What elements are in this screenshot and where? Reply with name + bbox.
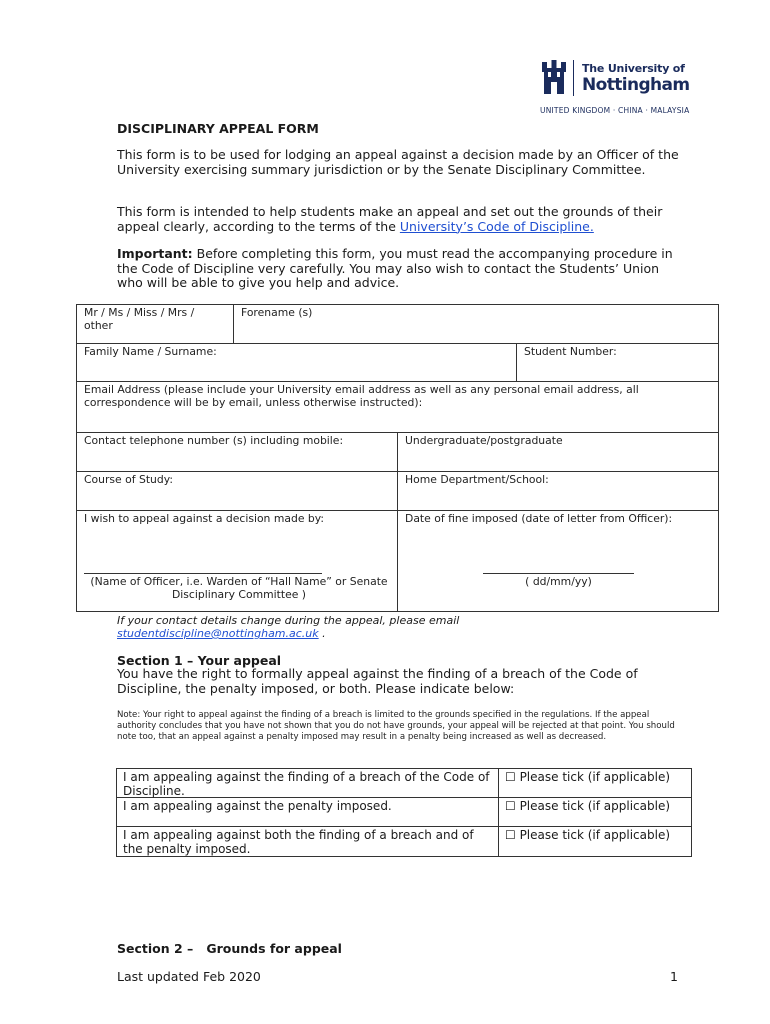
phone-field-label: Contact telephone number (s) including mobile:	[84, 434, 344, 447]
appeal-option-checkbox[interactable]: ☐ Please tick (if applicable)	[505, 770, 671, 784]
footer-page-number: 1	[670, 969, 678, 984]
section-2-heading: Section 2 – Grounds for appeal	[117, 941, 342, 956]
forename-field-label: Forename (s)	[241, 306, 313, 319]
fine-date-field-label: Date of fine imposed (date of letter from Officer):	[405, 512, 673, 525]
officer-signature-line[interactable]	[84, 573, 322, 574]
contact-change-text: If your contact details change during the appeal, please email	[117, 614, 460, 627]
intro-paragraph-2-text: This form is intended to help students make an appeal and set out the grounds of their appeal clearly, according to the terms of the	[117, 204, 663, 234]
department-field-label: Home Department/School:	[405, 473, 549, 486]
intro-paragraph-1: This form is to be used for lodging an appeal against a decision made by an Officer of the University exercising summary jurisdiction or by the Senate Disciplinary Committee.	[117, 147, 679, 177]
officer-caption: (Name of Officer, i.e. Warden of “Hall Name” or Senate Disciplinary Committee )	[90, 575, 388, 601]
appeal-option-text: I am appealing against the penalty imposed.	[123, 799, 392, 813]
course-field-label: Course of Study:	[84, 473, 173, 486]
section-1-note: Note: Your right to appeal against the finding of a breach is limited to the grounds specified in the regulations. If the appeal authority concludes that you have not shown that you do not have grounds, your appeal will be rejected at that point. You should note too, that an appeal against a penalty imposed may result in a penalty being increased as well as decreased.	[117, 710, 675, 742]
student-number-field-label: Student Number:	[524, 345, 617, 358]
appeal-option-text: I am appealing against both the finding of a breach and of the penalty imposed.	[123, 828, 474, 856]
date-caption: ( dd/mm/yy)	[525, 575, 592, 588]
footer-last-updated: Last updated Feb 2020	[117, 969, 261, 984]
form-title: DISCIPLINARY APPEAL FORM	[117, 121, 319, 136]
important-text: Before completing this form, you must read the accompanying procedure in the Code of Discipline very carefully. You may also wish to contact the Students’ Union who will be able to give you help and advice.	[117, 246, 673, 290]
intro-paragraph-3	[117, 247, 687, 291]
logo-line1: The University of	[582, 62, 685, 75]
level-field-label: Undergraduate/postgraduate	[405, 434, 563, 447]
crest-icon	[540, 58, 568, 98]
discipline-email-link[interactable]: studentdiscipline@nottingham.ac.uk	[117, 627, 319, 640]
logo-tagline: UNITED KINGDOM · CHINA · MALAYSIA	[540, 106, 690, 115]
intro-paragraph-2	[117, 205, 687, 234]
family-name-field-label: Family Name / Surname:	[84, 345, 217, 358]
university-logo	[536, 56, 690, 118]
date-signature-line[interactable]	[483, 573, 634, 574]
contact-change-note	[117, 614, 677, 640]
title-field-label: Mr / Ms / Miss / Mrs / other	[84, 306, 195, 332]
section-1-intro: You have the right to formally appeal against the finding of a breach of the Code of Discipline, the penalty imposed, or both. Please indicate below:	[117, 666, 638, 696]
important-label: Important:	[117, 246, 193, 261]
section-1-heading: Section 1 – Your appeal	[117, 653, 282, 668]
code-of-discipline-link[interactable]: University’s Code of Discipline.	[399, 218, 594, 234]
contact-change-suffix: .	[318, 627, 326, 640]
logo-divider	[573, 60, 574, 96]
appeal-option-checkbox[interactable]: ☐ Please tick (if applicable)	[505, 799, 671, 813]
appeal-option-text: I am appealing against the finding of a breach of the Code of Discipline.	[123, 770, 490, 798]
appeal-option-checkbox[interactable]: ☐ Please tick (if applicable)	[505, 828, 671, 842]
logo-line2: Nottingham	[582, 75, 690, 95]
appeal-decision-field-label: I wish to appeal against a decision made by:	[84, 512, 324, 525]
email-field-label: Email Address (please include your University email address as well as any personal email address, all correspondence will be by email, unless otherwise instructed):	[84, 383, 639, 409]
